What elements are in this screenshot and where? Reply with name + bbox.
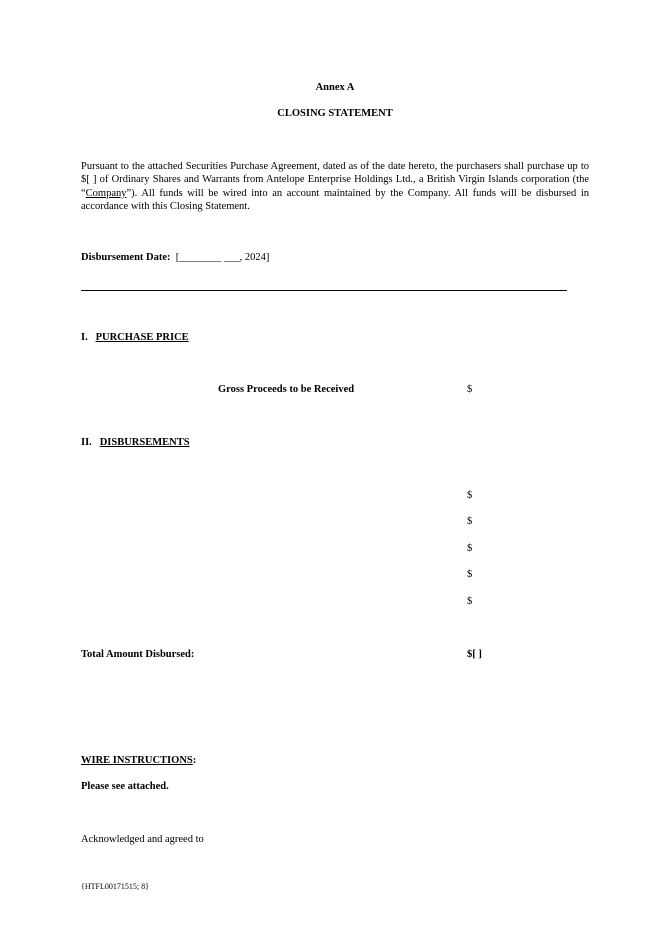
wire-instructions-heading: [81, 755, 196, 766]
intro-text-part-1: Pursuant to the attached Securities Purchase Agreement, dated as of the date hereto, the purchasers shall purchase up to $[ ] of Ordinary Shares and Warrants from Antelope Enterprise Holdings Ltd., a British Virgin Islands corporation (the “: [81, 161, 589, 199]
total-disbursed-amount: $[ ]: [467, 649, 482, 660]
section-title: DISBURSEMENTS: [99, 437, 190, 448]
wire-instructions-note: Please see attached.: [81, 781, 169, 792]
horizontal-rule: [81, 290, 567, 291]
disbursement-date-line: [81, 252, 269, 263]
disbursement-date-value: [________ ___, 2024]: [175, 252, 270, 263]
disbursement-amount: $: [467, 569, 473, 580]
intro-paragraph: [81, 160, 589, 213]
wire-instructions-title: WIRE INSTRUCTIONS: [81, 755, 193, 766]
acknowledged-text: Acknowledged and agreed to: [81, 834, 204, 845]
disbursement-amount: $: [467, 490, 473, 501]
annex-title: Annex A: [315, 82, 355, 93]
disbursement-amount: $: [467, 596, 473, 607]
gross-proceeds-label: Gross Proceeds to be Received: [218, 384, 355, 395]
section-purchase-price-heading: [81, 332, 189, 343]
gross-proceeds-amount: $: [467, 384, 473, 395]
disbursement-amount: $: [467, 543, 473, 554]
document-title: CLOSING STATEMENT: [277, 108, 393, 119]
intro-text-part-2: ”). All funds will be wired into an account maintained by the Company. All funds will be disbursed in accordance with this Closing Statement.: [81, 187, 589, 212]
section-title: PURCHASE PRICE: [95, 332, 189, 343]
disbursement-date-label: Disbursement Date:: [81, 252, 171, 263]
footer-document-code: {HTFL00171515; 8}: [81, 882, 149, 891]
total-disbursed-label: Total Amount Disbursed:: [81, 649, 195, 660]
wire-instructions-colon: :: [192, 755, 197, 766]
section-number: II.: [81, 437, 92, 448]
section-disbursements-heading: [81, 437, 190, 448]
section-number: I.: [81, 332, 88, 343]
disbursement-amount: $: [467, 516, 473, 527]
defined-term-company: Company: [85, 187, 127, 199]
